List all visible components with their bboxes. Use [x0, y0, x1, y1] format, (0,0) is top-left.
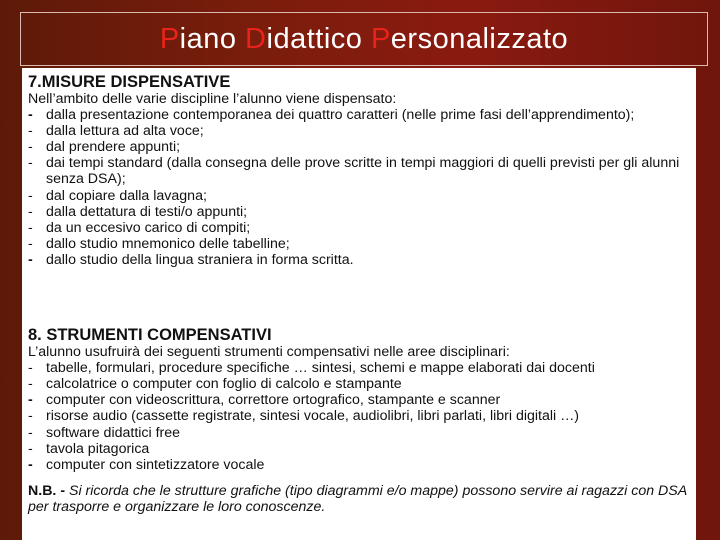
note-prefix: N.B. - — [28, 482, 69, 499]
list-item: - tavola pitagorica — [28, 441, 688, 457]
list-item: - risorse audio (cassette registrate, sintesi vocale, audiolibri, libri parlati, libri digitali …) — [28, 408, 688, 424]
title-initial: P — [370, 22, 391, 55]
slide-title — [20, 12, 708, 66]
list-item: - tabelle, formulari, procedure specifiche … sintesi, schemi e mappe elaborati dai docenti — [28, 360, 688, 376]
title-rest: idattico — [266, 22, 363, 55]
title-initial: P — [159, 22, 180, 55]
list-item: - dai tempi standard (dalla consegna delle prove scritte in tempi maggiori di quelli previsti per gli alunni senza DSA); — [28, 155, 688, 187]
list-item: - calcolatrice o computer con foglio di calcolo e stampante — [28, 376, 688, 392]
section-spacer — [28, 268, 688, 326]
section-8-heading: 8. STRUMENTI COMPENSATIVI — [28, 326, 272, 345]
list-item: - computer con sintetizzatore vocale — [28, 457, 688, 473]
title-word-didattico — [245, 23, 362, 56]
note-paragraph — [28, 483, 688, 515]
section-7-intro: Nell’ambito delle varie discipline l’alunno viene dispensato: — [28, 91, 397, 107]
list-item: - da un eccesivo carico di compiti; — [28, 220, 688, 236]
list-item: - dal prendere appunti; — [28, 139, 688, 155]
section-7-list — [28, 107, 688, 268]
document-image — [22, 68, 696, 540]
list-item: - dal copiare dalla lavagna; — [28, 188, 688, 204]
title-word-piano — [160, 23, 237, 56]
title-rest: ersonalizzato — [390, 22, 569, 55]
list-item: - software didattici free — [28, 425, 688, 441]
note-text: Si ricorda che le strutture grafiche (tipo diagrammi e/o mappe) possono servire ai ragazzi con DSA per trasporre e organizzare le loro conoscenze. — [28, 482, 687, 515]
list-item: - dalla presentazione contemporanea dei quattro caratteri (nelle prime fasi dell’apprendimento); — [28, 107, 688, 123]
list-item: - computer con videoscrittura, correttore ortografico, stampante e scanner — [28, 392, 688, 408]
list-item: - dalla lettura ad alta voce; — [28, 123, 688, 139]
title-word-personalizzato — [371, 23, 568, 56]
title-initial: D — [245, 22, 267, 55]
title-rest: iano — [179, 22, 237, 55]
list-item: - dalla dettatura di testi/o appunti; — [28, 204, 688, 220]
section-8-list — [28, 360, 688, 473]
section-8-intro: L’alunno usufruirà dei seguenti strumenti compensativi nelle aree disciplinari: — [28, 344, 510, 361]
list-item: - dallo studio della lingua straniera in forma scritta. — [28, 252, 688, 268]
list-item: - dallo studio mnemonico delle tabelline; — [28, 236, 688, 252]
section-7-heading: 7.MISURE DISPENSATIVE — [28, 73, 231, 91]
